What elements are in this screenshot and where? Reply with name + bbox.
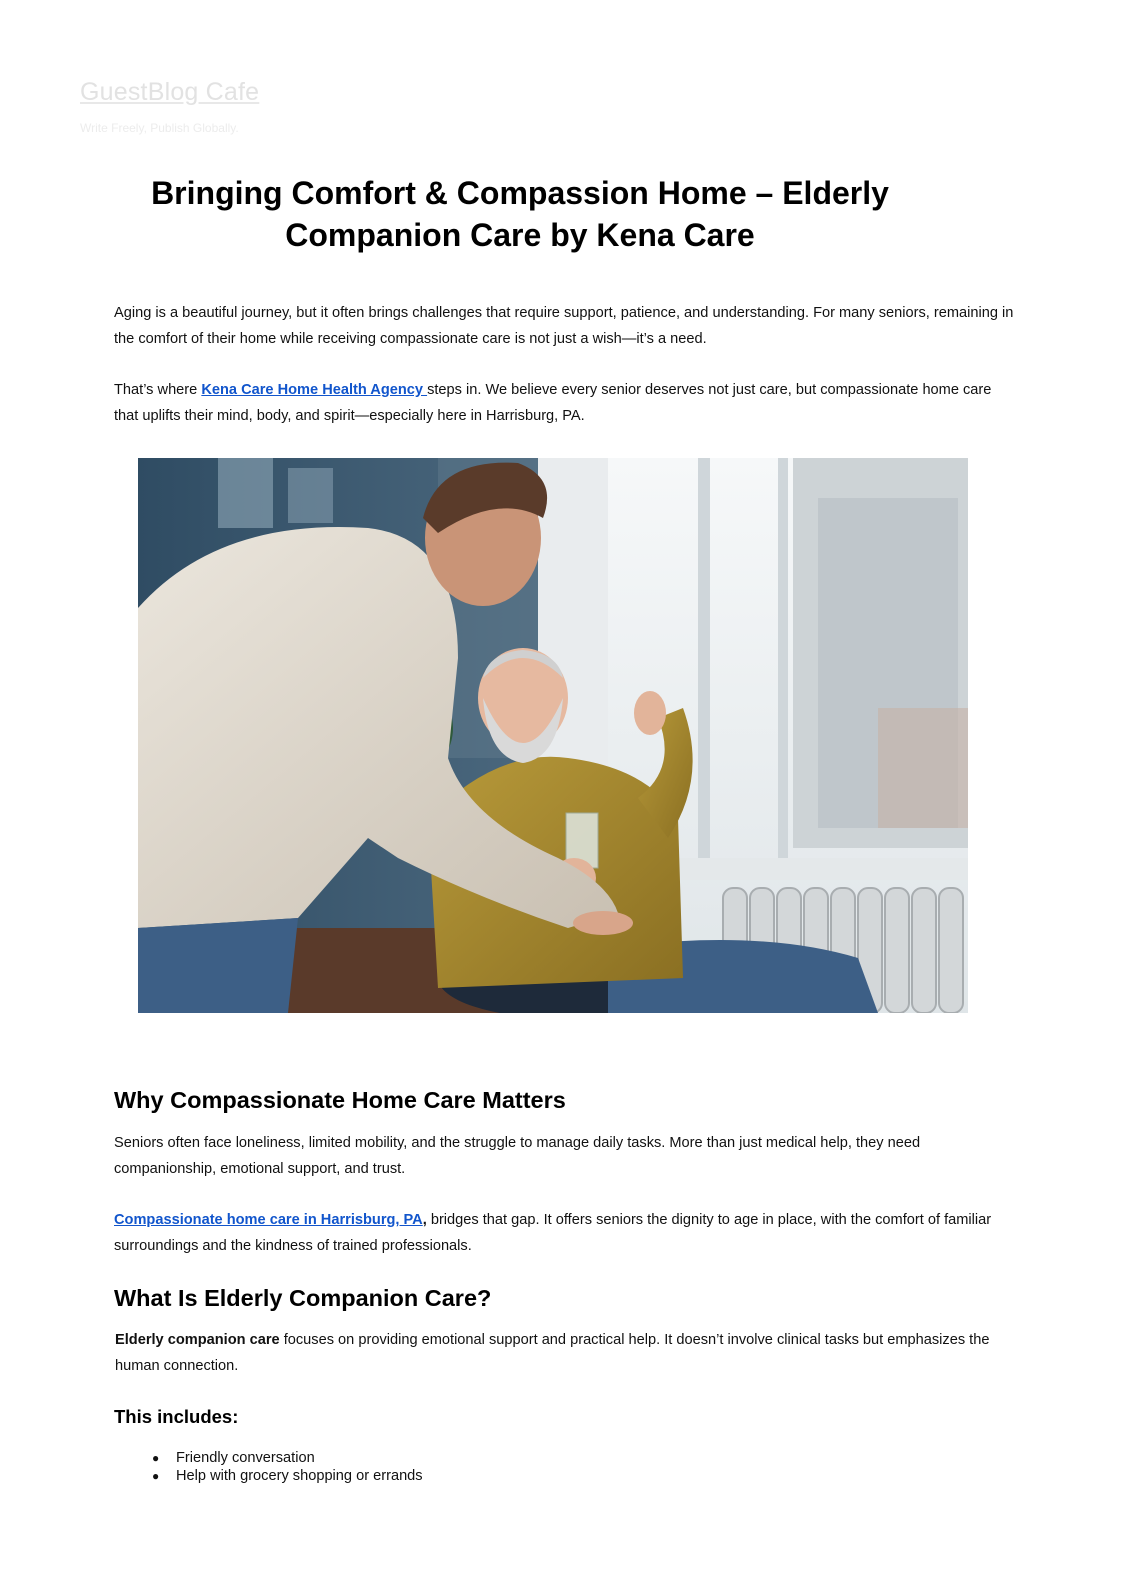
kena-care-agency-link[interactable]: Kena Care Home Health Agency: [201, 382, 428, 398]
section1-paragraph-2: [114, 1208, 1014, 1259]
section-heading-what-is-companion-care: What Is Elderly Companion Care?: [114, 1285, 492, 1311]
caregiver-senior-illustration: [138, 458, 968, 1013]
site-name-link[interactable]: GuestBlog Cafe: [80, 78, 260, 106]
section2-text: focuses on providing emotional support and practical help. It doesn’t involve clinical tasks but emphasizes the human connection.: [115, 1332, 990, 1374]
hero-image: [138, 458, 968, 1013]
section1-p2-comma: ,: [422, 1212, 427, 1228]
section1-paragraph-1: Seniors often face loneliness, limited mobility, and the struggle to manage daily tasks. More than just medical help, they need companionship, emotional support, and trust.: [114, 1135, 921, 1177]
article-title-line2: Companion Care by Kena Care: [285, 217, 755, 253]
intro-p2-text-after: steps in. We believe every senior deserves not just care, but compassionate home care that uplifts their mind, body, and spirit—especially here in Harrisburg, PA.: [114, 382, 992, 424]
intro-paragraph-1: Aging is a beautiful journey, but it often brings challenges that require support, patience, and understanding. For many seniors, remaining in the comfort of their home while receiving compassionate care is not just a wish—it’s a need.: [114, 305, 1014, 347]
section1-p2-text: bridges that gap. It offers seniors the dignity to age in place, with the comfort of familiar surroundings and the kindness of trained professionals.: [114, 1212, 992, 1254]
includes-heading: This includes:: [114, 1406, 239, 1427]
site-tagline: Write Freely, Publish Globally.: [80, 121, 239, 135]
compassionate-home-care-link[interactable]: Compassionate home care in Harrisburg, PA: [114, 1212, 423, 1228]
list-item: ● Help with grocery shopping or errands: [152, 1467, 423, 1485]
intro-paragraph-2: [114, 378, 1014, 429]
article-title-line1: Bringing Comfort & Compassion Home – Elderly: [151, 175, 889, 211]
includes-list: [152, 1449, 423, 1485]
article-title: [90, 172, 950, 256]
section2-paragraph: [115, 1328, 1015, 1379]
intro-p2-text-before: That’s where: [114, 382, 202, 398]
section2-bold-term: Elderly companion care: [115, 1332, 280, 1348]
section-heading-why-care-matters: Why Compassionate Home Care Matters: [114, 1087, 566, 1113]
list-item: ● Friendly conversation: [152, 1449, 423, 1467]
